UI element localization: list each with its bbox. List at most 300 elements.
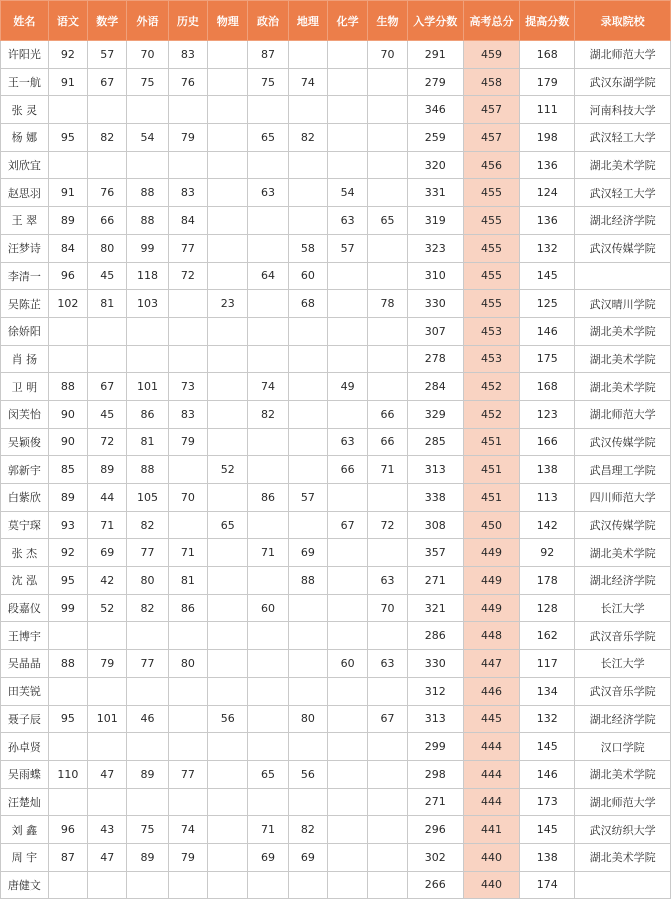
cell-geography [288,96,327,124]
cell-improvement: 138 [520,843,575,871]
cell-gaokao-total: 453 [463,345,519,373]
cell-math: 69 [88,539,127,567]
cell-foreign-language: 88 [127,456,168,484]
cell-name: 唐健文 [1,871,49,899]
cell-chinese: 84 [48,234,87,262]
table-row [1,456,671,484]
cell-foreign-language: 82 [127,594,168,622]
cell-history: 84 [168,207,207,235]
cell-math [88,871,127,899]
cell-entry-score: 298 [407,760,463,788]
cell-admitted-school: 湖北美术学院 [575,539,671,567]
cell-politics [248,290,288,318]
column-header-history: 历史 [168,1,207,41]
column-header-name: 姓名 [1,1,49,41]
cell-chemistry: 66 [328,456,368,484]
table-row [1,650,671,678]
cell-chinese: 85 [48,456,87,484]
cell-entry-score: 266 [407,871,463,899]
cell-biology [368,677,407,705]
cell-physics [208,373,248,401]
cell-name: 田芙锐 [1,677,49,705]
cell-physics [208,400,248,428]
cell-gaokao-total: 455 [463,179,519,207]
cell-geography [288,207,327,235]
cell-foreign-language: 99 [127,234,168,262]
cell-chinese: 87 [48,843,87,871]
cell-biology: 63 [368,650,407,678]
table-row [1,373,671,401]
cell-physics [208,650,248,678]
column-header-biology: 生物 [368,1,407,41]
cell-foreign-language [127,317,168,345]
cell-history: 83 [168,179,207,207]
cell-biology [368,539,407,567]
cell-biology: 72 [368,511,407,539]
cell-geography: 69 [288,539,327,567]
cell-admitted-school: 湖北师范大学 [575,400,671,428]
cell-improvement: 145 [520,733,575,761]
cell-politics [248,207,288,235]
cell-gaokao-total: 459 [463,41,519,69]
cell-entry-score: 331 [407,179,463,207]
cell-chemistry [328,41,368,69]
cell-foreign-language: 89 [127,760,168,788]
cell-biology [368,262,407,290]
table-row [1,151,671,179]
cell-improvement: 117 [520,650,575,678]
cell-chemistry: 49 [328,373,368,401]
cell-admitted-school: 湖北经济学院 [575,207,671,235]
cell-history: 70 [168,484,207,512]
cell-history: 79 [168,843,207,871]
cell-admitted-school: 武昌理工学院 [575,456,671,484]
cell-biology [368,68,407,96]
cell-foreign-language: 118 [127,262,168,290]
cell-name: 肖 扬 [1,345,49,373]
cell-biology: 66 [368,400,407,428]
cell-name: 吴晶晶 [1,650,49,678]
cell-politics [248,788,288,816]
column-header-politics: 政治 [248,1,288,41]
cell-math: 101 [88,705,127,733]
cell-foreign-language: 70 [127,41,168,69]
cell-biology [368,733,407,761]
cell-math: 47 [88,760,127,788]
cell-biology [368,871,407,899]
cell-politics [248,650,288,678]
cell-biology [368,816,407,844]
cell-geography: 68 [288,290,327,318]
table-row [1,760,671,788]
cell-biology: 67 [368,705,407,733]
cell-entry-score: 307 [407,317,463,345]
cell-gaokao-total: 444 [463,733,519,761]
cell-gaokao-total: 455 [463,207,519,235]
cell-geography [288,400,327,428]
cell-history: 79 [168,124,207,152]
cell-admitted-school: 湖北美术学院 [575,760,671,788]
cell-name: 赵思羽 [1,179,49,207]
cell-admitted-school: 湖北美术学院 [575,843,671,871]
column-header-improvement: 提高分数 [520,1,575,41]
cell-chemistry: 60 [328,650,368,678]
cell-chinese: 110 [48,760,87,788]
cell-admitted-school: 四川师范大学 [575,484,671,512]
cell-geography [288,788,327,816]
cell-politics [248,428,288,456]
cell-foreign-language: 103 [127,290,168,318]
cell-politics [248,96,288,124]
cell-chinese: 96 [48,816,87,844]
cell-foreign-language: 77 [127,650,168,678]
cell-improvement: 178 [520,567,575,595]
cell-geography [288,594,327,622]
table-row [1,816,671,844]
cell-physics [208,843,248,871]
cell-physics [208,816,248,844]
cell-entry-score: 284 [407,373,463,401]
cell-admitted-school: 武汉轻工大学 [575,179,671,207]
cell-physics [208,68,248,96]
cell-biology [368,622,407,650]
cell-geography: 80 [288,705,327,733]
cell-physics [208,567,248,595]
cell-biology [368,96,407,124]
cell-admitted-school: 武汉音乐学院 [575,622,671,650]
cell-math [88,733,127,761]
cell-chinese [48,871,87,899]
cell-gaokao-total: 455 [463,234,519,262]
cell-entry-score: 285 [407,428,463,456]
cell-gaokao-total: 457 [463,96,519,124]
cell-geography [288,456,327,484]
cell-improvement: 145 [520,816,575,844]
cell-admitted-school: 武汉传媒学院 [575,234,671,262]
cell-politics [248,567,288,595]
cell-biology [368,373,407,401]
cell-improvement: 142 [520,511,575,539]
cell-improvement: 198 [520,124,575,152]
cell-name: 徐娇阳 [1,317,49,345]
cell-physics [208,96,248,124]
cell-chinese: 102 [48,290,87,318]
cell-chinese: 92 [48,41,87,69]
cell-chinese [48,677,87,705]
cell-gaokao-total: 452 [463,373,519,401]
cell-history [168,456,207,484]
cell-history: 77 [168,234,207,262]
cell-biology [368,317,407,345]
cell-geography: 88 [288,567,327,595]
cell-history: 76 [168,68,207,96]
cell-gaokao-total: 451 [463,428,519,456]
cell-math: 45 [88,400,127,428]
cell-gaokao-total: 455 [463,262,519,290]
cell-entry-score: 259 [407,124,463,152]
cell-name: 李清一 [1,262,49,290]
cell-foreign-language: 75 [127,68,168,96]
cell-biology: 65 [368,207,407,235]
cell-history [168,871,207,899]
cell-biology [368,179,407,207]
table-row [1,234,671,262]
cell-name: 杨 娜 [1,124,49,152]
cell-admitted-school: 湖北师范大学 [575,788,671,816]
cell-admitted-school: 汉口学院 [575,733,671,761]
table-row [1,677,671,705]
cell-physics: 65 [208,511,248,539]
cell-history [168,622,207,650]
cell-chemistry [328,705,368,733]
cell-history: 77 [168,760,207,788]
cell-history: 79 [168,428,207,456]
cell-improvement: 168 [520,373,575,401]
cell-biology: 78 [368,290,407,318]
cell-geography [288,511,327,539]
cell-history: 73 [168,373,207,401]
cell-politics [248,733,288,761]
cell-physics [208,41,248,69]
cell-biology [368,151,407,179]
cell-biology [368,234,407,262]
cell-improvement: 146 [520,317,575,345]
cell-math: 67 [88,373,127,401]
cell-politics: 60 [248,594,288,622]
cell-math: 81 [88,290,127,318]
cell-admitted-school: 武汉传媒学院 [575,511,671,539]
cell-math: 66 [88,207,127,235]
cell-name: 张 灵 [1,96,49,124]
cell-entry-score: 312 [407,677,463,705]
cell-entry-score: 346 [407,96,463,124]
cell-chemistry: 57 [328,234,368,262]
cell-entry-score: 278 [407,345,463,373]
cell-admitted-school: 武汉纺织大学 [575,816,671,844]
cell-politics [248,511,288,539]
cell-chinese [48,788,87,816]
cell-physics [208,262,248,290]
cell-biology [368,345,407,373]
table-row [1,733,671,761]
cell-improvement: 132 [520,705,575,733]
cell-politics: 65 [248,760,288,788]
cell-biology [368,124,407,152]
cell-biology: 70 [368,594,407,622]
cell-history [168,345,207,373]
cell-admitted-school: 湖北经济学院 [575,705,671,733]
cell-physics: 56 [208,705,248,733]
cell-math: 72 [88,428,127,456]
table-body [1,41,671,899]
cell-chinese: 95 [48,124,87,152]
cell-math: 76 [88,179,127,207]
cell-name: 卫 明 [1,373,49,401]
cell-name: 周 宇 [1,843,49,871]
cell-physics [208,733,248,761]
cell-politics: 82 [248,400,288,428]
cell-geography: 74 [288,68,327,96]
cell-gaokao-total: 457 [463,124,519,152]
cell-gaokao-total: 449 [463,567,519,595]
cell-entry-score: 357 [407,539,463,567]
cell-foreign-language [127,871,168,899]
cell-improvement: 111 [520,96,575,124]
cell-biology: 66 [368,428,407,456]
cell-name: 吴陈芷 [1,290,49,318]
cell-chinese: 93 [48,511,87,539]
cell-name: 莫宁琛 [1,511,49,539]
cell-chinese [48,733,87,761]
cell-name: 汪楚灿 [1,788,49,816]
column-header-physics: 物理 [208,1,248,41]
cell-gaokao-total: 449 [463,539,519,567]
cell-politics: 87 [248,41,288,69]
cell-foreign-language [127,96,168,124]
cell-chemistry [328,594,368,622]
cell-math: 89 [88,456,127,484]
cell-chemistry [328,677,368,705]
cell-foreign-language [127,345,168,373]
cell-name: 刘 鑫 [1,816,49,844]
cell-admitted-school: 武汉音乐学院 [575,677,671,705]
cell-chemistry [328,760,368,788]
cell-admitted-school [575,871,671,899]
cell-gaokao-total: 458 [463,68,519,96]
cell-math: 43 [88,816,127,844]
cell-name: 许阳光 [1,41,49,69]
cell-gaokao-total: 445 [463,705,519,733]
cell-geography: 56 [288,760,327,788]
cell-math: 52 [88,594,127,622]
cell-improvement: 132 [520,234,575,262]
table-row [1,788,671,816]
cell-foreign-language [127,151,168,179]
cell-politics [248,622,288,650]
cell-gaokao-total: 451 [463,484,519,512]
cell-history: 86 [168,594,207,622]
column-header-geography: 地理 [288,1,327,41]
cell-improvement: 124 [520,179,575,207]
cell-foreign-language: 75 [127,816,168,844]
cell-chemistry [328,345,368,373]
cell-chinese: 89 [48,484,87,512]
cell-foreign-language: 82 [127,511,168,539]
cell-foreign-language: 54 [127,124,168,152]
cell-chinese: 99 [48,594,87,622]
cell-entry-score: 330 [407,650,463,678]
cell-improvement: 162 [520,622,575,650]
cell-biology [368,760,407,788]
cell-geography: 57 [288,484,327,512]
header-row [1,1,671,41]
cell-politics [248,871,288,899]
table-row [1,345,671,373]
cell-physics [208,317,248,345]
cell-math: 45 [88,262,127,290]
cell-math: 67 [88,68,127,96]
table-row [1,179,671,207]
cell-chinese: 95 [48,705,87,733]
cell-admitted-school: 长江大学 [575,594,671,622]
cell-politics [248,705,288,733]
cell-geography: 60 [288,262,327,290]
cell-politics [248,345,288,373]
cell-chemistry [328,262,368,290]
table-row [1,317,671,345]
cell-improvement: 123 [520,400,575,428]
cell-name: 王博宇 [1,622,49,650]
cell-admitted-school: 长江大学 [575,650,671,678]
cell-name: 段嘉仪 [1,594,49,622]
cell-history [168,290,207,318]
cell-gaokao-total: 441 [463,816,519,844]
cell-chemistry [328,124,368,152]
cell-admitted-school: 湖北美术学院 [575,345,671,373]
cell-history [168,677,207,705]
cell-improvement: 175 [520,345,575,373]
cell-geography [288,179,327,207]
cell-foreign-language: 88 [127,207,168,235]
table-row [1,124,671,152]
table-row [1,594,671,622]
cell-chemistry [328,816,368,844]
cell-history [168,705,207,733]
cell-entry-score: 319 [407,207,463,235]
cell-physics [208,539,248,567]
cell-chemistry [328,567,368,595]
cell-biology: 63 [368,567,407,595]
cell-physics [208,151,248,179]
cell-politics [248,456,288,484]
cell-improvement: 173 [520,788,575,816]
cell-improvement: 136 [520,151,575,179]
cell-entry-score: 329 [407,400,463,428]
cell-math: 42 [88,567,127,595]
cell-physics [208,594,248,622]
cell-foreign-language: 46 [127,705,168,733]
cell-gaokao-total: 455 [463,290,519,318]
cell-geography [288,871,327,899]
cell-chemistry [328,622,368,650]
cell-chinese [48,151,87,179]
cell-gaokao-total: 447 [463,650,519,678]
table-row [1,96,671,124]
cell-gaokao-total: 452 [463,400,519,428]
cell-chinese: 91 [48,68,87,96]
cell-biology [368,788,407,816]
cell-gaokao-total: 440 [463,871,519,899]
cell-admitted-school [575,262,671,290]
cell-chemistry [328,400,368,428]
cell-entry-score: 302 [407,843,463,871]
cell-gaokao-total: 453 [463,317,519,345]
cell-gaokao-total: 450 [463,511,519,539]
cell-physics [208,234,248,262]
cell-geography [288,677,327,705]
cell-geography: 82 [288,124,327,152]
cell-gaokao-total: 444 [463,788,519,816]
cell-politics: 71 [248,816,288,844]
cell-chemistry [328,871,368,899]
cell-chemistry [328,290,368,318]
cell-physics [208,179,248,207]
column-header-entry-score: 入学分数 [407,1,463,41]
cell-chemistry: 63 [328,207,368,235]
cell-foreign-language: 105 [127,484,168,512]
cell-foreign-language: 86 [127,400,168,428]
cell-chinese: 88 [48,373,87,401]
